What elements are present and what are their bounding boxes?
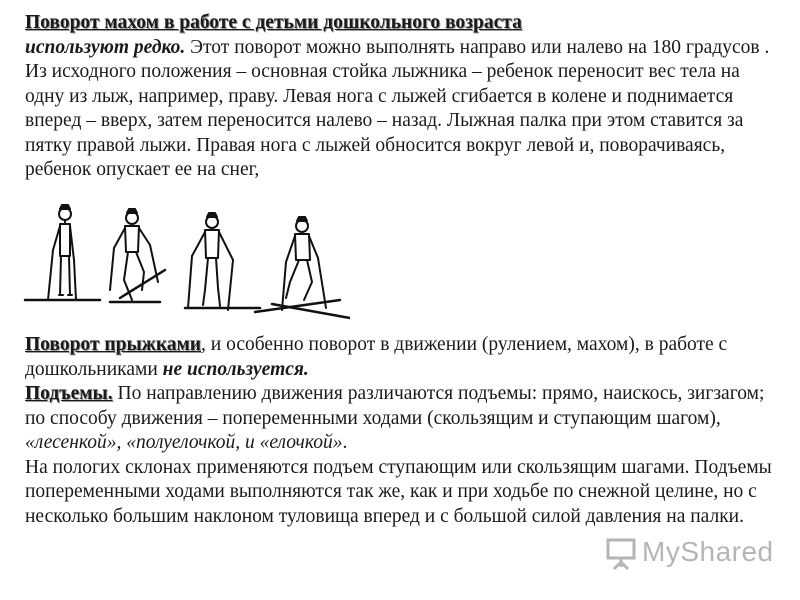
skier-figure-1 [25,205,100,300]
emphasis-not-used: не используется. [162,358,309,380]
presentation-board-icon [604,537,640,571]
section-title-climbs: Подъемы. [25,383,113,404]
paragraph-jump-turn-and-climbs [25,333,783,529]
paragraph-turn-swing [25,11,783,183]
watermark [604,536,774,572]
lead-emphasis: используют редко. [25,36,186,58]
skier-illustration [20,200,350,325]
paragraph-text: По направлению движения различаются подъемы: прямо, наискось, зигзагом; по способу движения – попеременными ходами (скользящим и ступающим шагом), [25,383,765,429]
paragraph-text: , и особенно поворот в движении (рулением, махом), в работе с дошкольниками [25,334,728,380]
section-title-swing-turn: Поворот махом в работе с детьми дошкольного возраста [25,12,522,33]
paragraph-text: Этот поворот можно выполнять направо или налево на 180 градусов . Из исходного положения – основная стойка лыжника – ребенок переносит вес тела на одну из лыж, например, праву. Левая нога с лыжей сгибается в колене и поднимается вперед – вверх, затем переносится налево – назад. Лыжная палка при этом ставится за пятку правой лыжи. Правая нога с лыжей обносится вокруг левой и, поворачиваясь, ребенок опускает ее на снег, [25,36,770,180]
paragraph-text: . [342,432,348,453]
skier-figure-4 [255,217,350,318]
skier-figure-3 [185,213,260,310]
paragraph-text: На пологих склонах применяются подъем ступающим или скользящим шагами. Подъемы попеременными ходами выполняются так же, как и при ходьбе по снежной целине, но с несколько большим наклоном туловища вперед и с большой силой давления на палки. [25,456,772,527]
emphasis-climb-types: «лесенкой», «полуелочкой, и «елочкой» [25,432,343,453]
skier-figure-2 [110,209,165,302]
section-title-jump-turn: Поворот прыжками [25,334,202,355]
watermark-text: MyShared [642,536,774,567]
